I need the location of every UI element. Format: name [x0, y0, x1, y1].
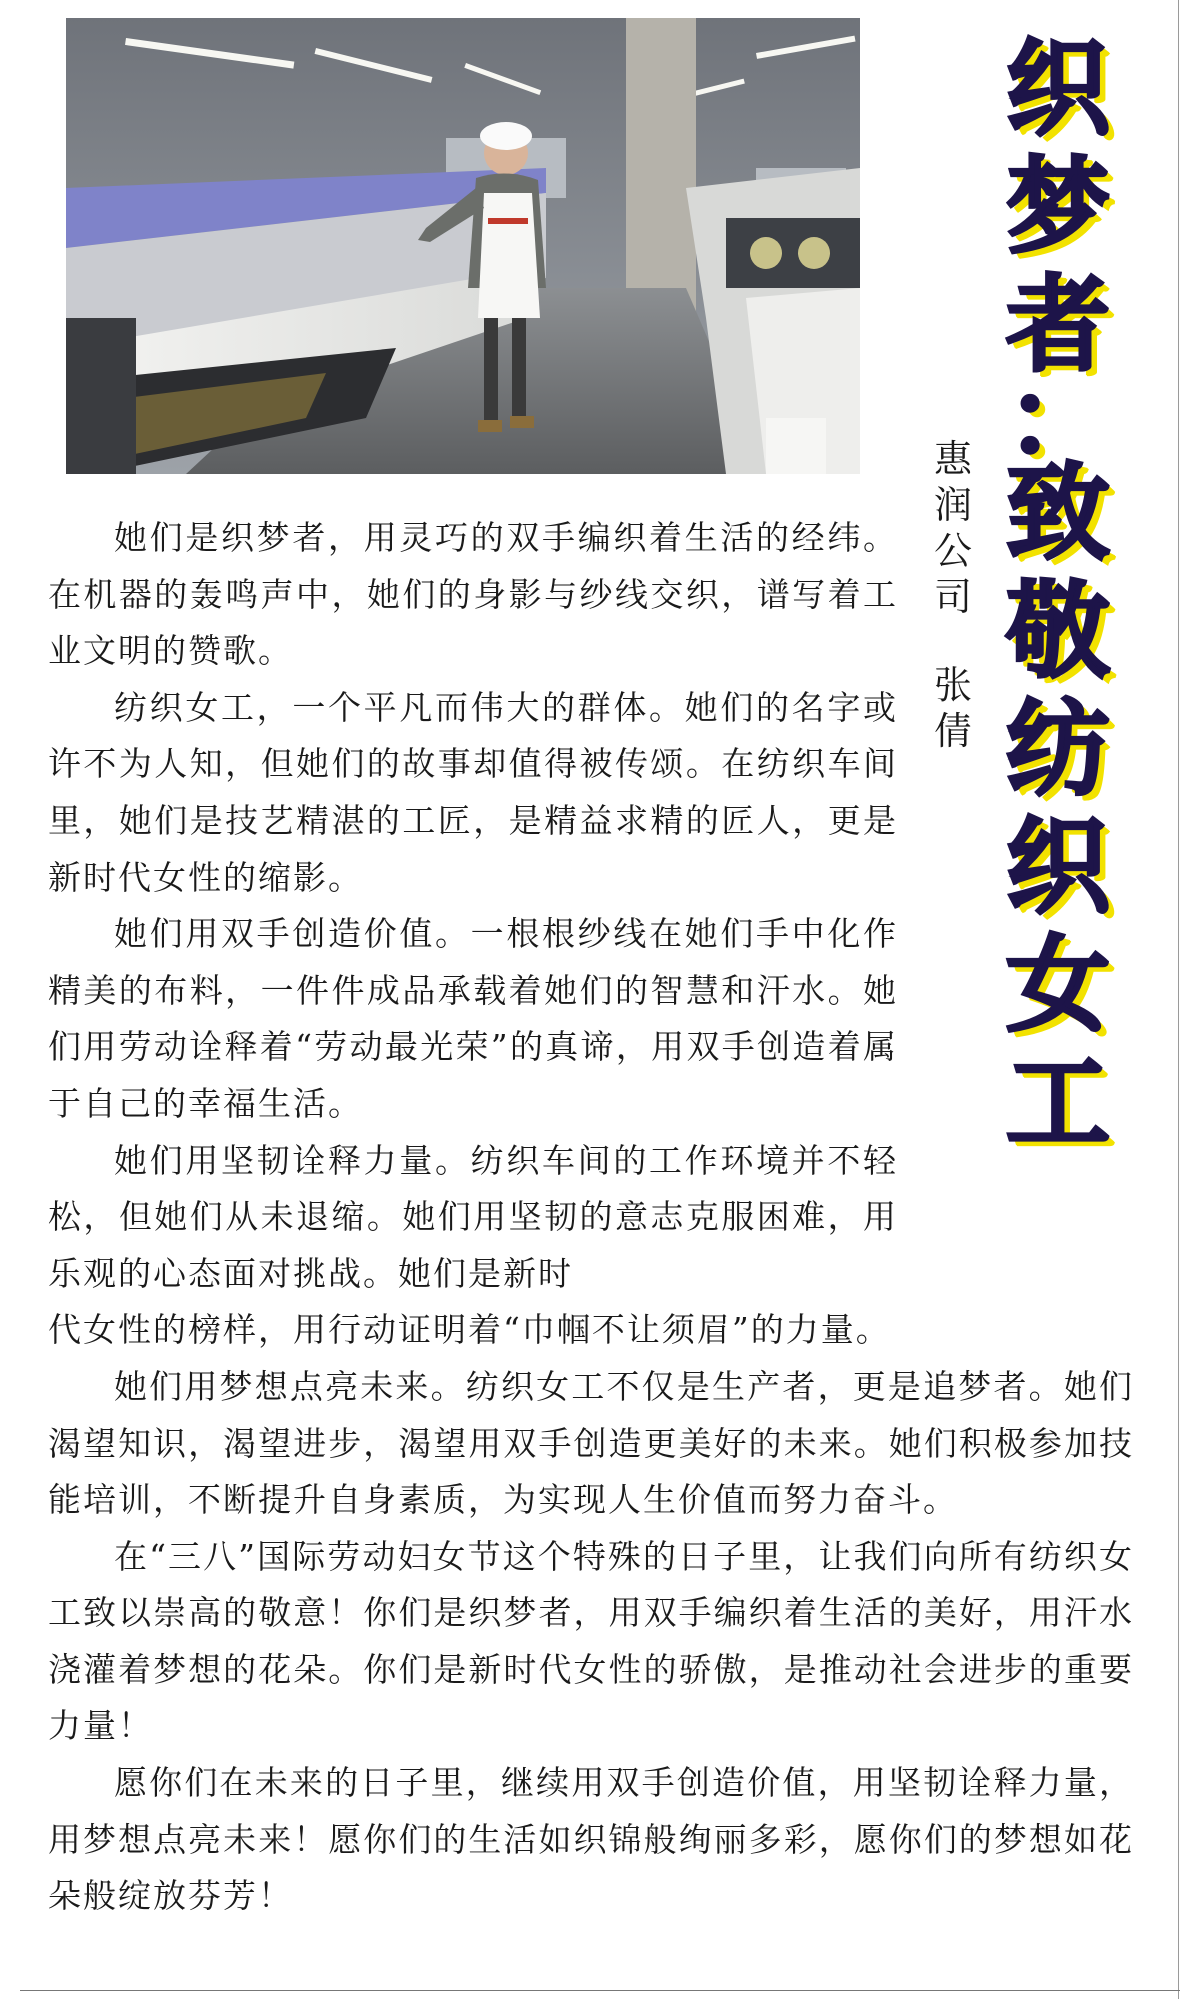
page-border-bottom [20, 1990, 1180, 1991]
paragraph: 在“三八”国际劳动妇女节这个特殊的日子里，让我们向所有纺织女工致以崇高的敬意！你们是织梦者，用双手编织着生活的美好，用汗水浇灌着梦想的花朵。你们是新时代女性的骄傲，是推动社会进步的重要力量！ [48, 1536, 1134, 1746]
paragraph: 她们用双手创造价值。一根根纱线在她们手中化作精美的布料，一件件成品承载着她们的智慧和汗水。她们用劳动诠释着“劳动最光荣”的真谛，用双手创造着属于自己的幸福生活。 [48, 914, 898, 1123]
headline-char: 工 [1005, 1042, 1110, 1164]
page-border-right [1178, 0, 1179, 1999]
article-photo [66, 18, 860, 474]
paragraph: 愿你们在未来的日子里，继续用双手创造价值，用坚韧诠释力量，用梦想点亮未来！愿你们的生活如织锦般绚丽多彩，愿你们的梦想如花朵般绽放芬芳！ [48, 1763, 1134, 1916]
headline-char: 织 [1005, 806, 1110, 928]
byline-org-char: 润 [933, 483, 972, 527]
paragraph: 她们用坚韧诠释力量。纺织车间的工作环境并不轻松，但她们从未退缩。她们用坚韧的意志克服困难，用乐观的心态面对挑战。她们是新时 [48, 1140, 898, 1293]
byline-org-char: 公 [933, 529, 972, 573]
headline-char: 敬 [1005, 570, 1110, 692]
paragraph: 纺织女工，一个平凡而伟大的群体。她们的名字或许不为人知，但她们的故事却值得被传颂。在纺织车间里，她们是技艺精湛的工匠，是精益求精的匠人，更是新时代女性的缩影。 [48, 687, 898, 897]
headline-char: 女 [1005, 924, 1110, 1046]
paragraph-continuation: 代女性的榜样，用行动证明着“巾帼不让须眉”的力量。 [48, 1310, 891, 1350]
headline-char: 梦 [1005, 146, 1110, 268]
headline-char: 致 [1005, 452, 1110, 574]
headline-char: 织 [1005, 28, 1110, 150]
article-body [48, 510, 1134, 1925]
paragraph: 她们用梦想点亮未来。纺织女工不仅是生产者，更是追梦者。她们渴望知识，渴望进步，渴望用双手创造更美好的未来。她们积极参加技能培训，不断提升自身素质，为实现人生价值而努力奋斗。 [48, 1366, 1134, 1520]
byline-author-char: 倩 [933, 709, 972, 753]
headline-char: 纺 [1005, 688, 1110, 810]
headline-colon: ： [1005, 358, 1110, 480]
byline-org-char: 惠 [933, 437, 972, 481]
paragraph: 她们是织梦者，用灵巧的双手编织着生活的经纬。在机器的轰鸣声中，她们的身影与纱线交织，谱写着工业文明的赞歌。 [48, 518, 898, 671]
byline-org-char: 司 [933, 575, 972, 619]
byline-author-char: 张 [933, 663, 972, 707]
headline-char: 者 [1005, 264, 1110, 386]
